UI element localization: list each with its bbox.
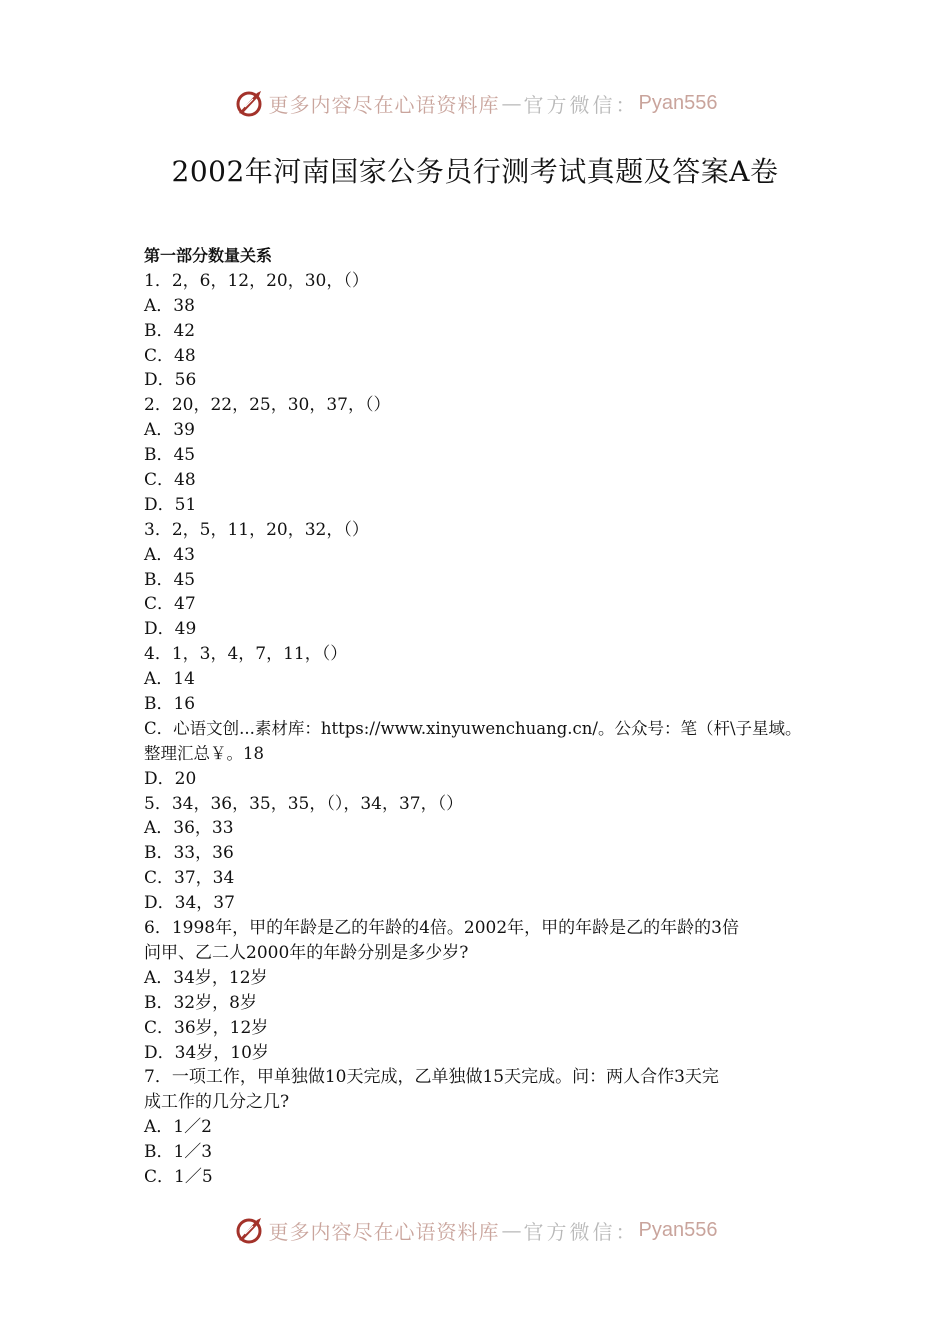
option-line: B．45 <box>144 445 196 466</box>
question-6-continued: 问甲、乙二人2000年的年龄分别是多少岁? <box>144 942 469 963</box>
banner-wechat-label: 官方微信： <box>523 92 639 117</box>
option-line: B．1／3 <box>144 1142 213 1163</box>
option-line: A．36，33 <box>144 818 234 839</box>
option-line: A．39 <box>144 420 195 441</box>
option-line: C．48 <box>144 470 196 491</box>
option-line: B．45 <box>144 569 196 590</box>
question-5: 5．34，36，35，35，（），34，37，（） <box>144 793 464 814</box>
question-7-continued: 成工作的几分之几? <box>144 1092 290 1113</box>
header-banner <box>0 83 950 123</box>
option-line: A．43 <box>144 544 195 565</box>
option-line: D．20 <box>144 768 197 789</box>
question-3: 3．2，5，11，20，32，（） <box>144 519 369 540</box>
option-line: D．34，37 <box>144 893 235 914</box>
banner-separator: — <box>501 91 522 115</box>
option-line: C．37，34 <box>144 868 235 889</box>
option-line: A．14 <box>144 669 195 690</box>
option-line: B．42 <box>144 320 196 341</box>
option-line: B．32岁，8岁 <box>144 992 257 1013</box>
question-6: 6．1998年，甲的年龄是乙的年龄的4倍。2002年，甲的年龄是乙的年龄的3倍 <box>144 918 739 939</box>
option-line: C．1／5 <box>144 1166 213 1187</box>
quill-pen-logo-icon <box>233 87 265 119</box>
option-line: A．34岁，12岁 <box>144 967 268 988</box>
option-line: D．51 <box>144 494 197 515</box>
section-heading: 第一部分数量关系 <box>144 246 273 265</box>
option-line: D．56 <box>144 370 197 391</box>
option-line-watermarked: C．心语文创...素材库：https://www.xinyuwenchuang.cn/。公众号：笔（杆\子星域。 <box>144 718 802 738</box>
question-4: 4．1，3，4，7，11，（） <box>144 644 348 665</box>
banner-text: 更多内容尽在心语资料库 <box>268 1219 500 1244</box>
document-title: 2002年河南国家公务员行测考试真题及答案A卷 <box>171 155 779 188</box>
question-1: 1．2，6，12，20，30，（） <box>144 270 369 291</box>
option-line: B．16 <box>144 694 196 715</box>
question-7: 7．一项工作，甲单独做10天完成，乙单独做15天完成。问：两人合作3天完 <box>144 1067 719 1088</box>
option-line: C．36岁，12岁 <box>144 1017 269 1038</box>
option-line: A．38 <box>144 295 195 316</box>
banner-text: 更多内容尽在心语资料库 <box>268 92 500 117</box>
option-line: A．1／2 <box>144 1117 212 1138</box>
banner-wechat-label: 官方微信： <box>523 1219 639 1244</box>
banner-wechat-id: Pyan556 <box>638 1218 718 1241</box>
document-body <box>144 244 834 1190</box>
banner-wechat-id: Pyan556 <box>638 91 718 114</box>
option-line: B．33，36 <box>144 843 234 864</box>
option-line: D．34岁，10岁 <box>144 1042 269 1063</box>
banner-separator: — <box>501 1218 522 1242</box>
quill-pen-logo-icon <box>233 1214 265 1246</box>
option-line: C．48 <box>144 345 196 366</box>
option-line-continued: 整理汇总￥。18 <box>144 743 264 763</box>
question-2: 2．20，22，25，30，37，（） <box>144 395 391 416</box>
option-line: C．47 <box>144 594 196 615</box>
option-line: D．49 <box>144 619 197 640</box>
footer-banner <box>0 1210 950 1250</box>
